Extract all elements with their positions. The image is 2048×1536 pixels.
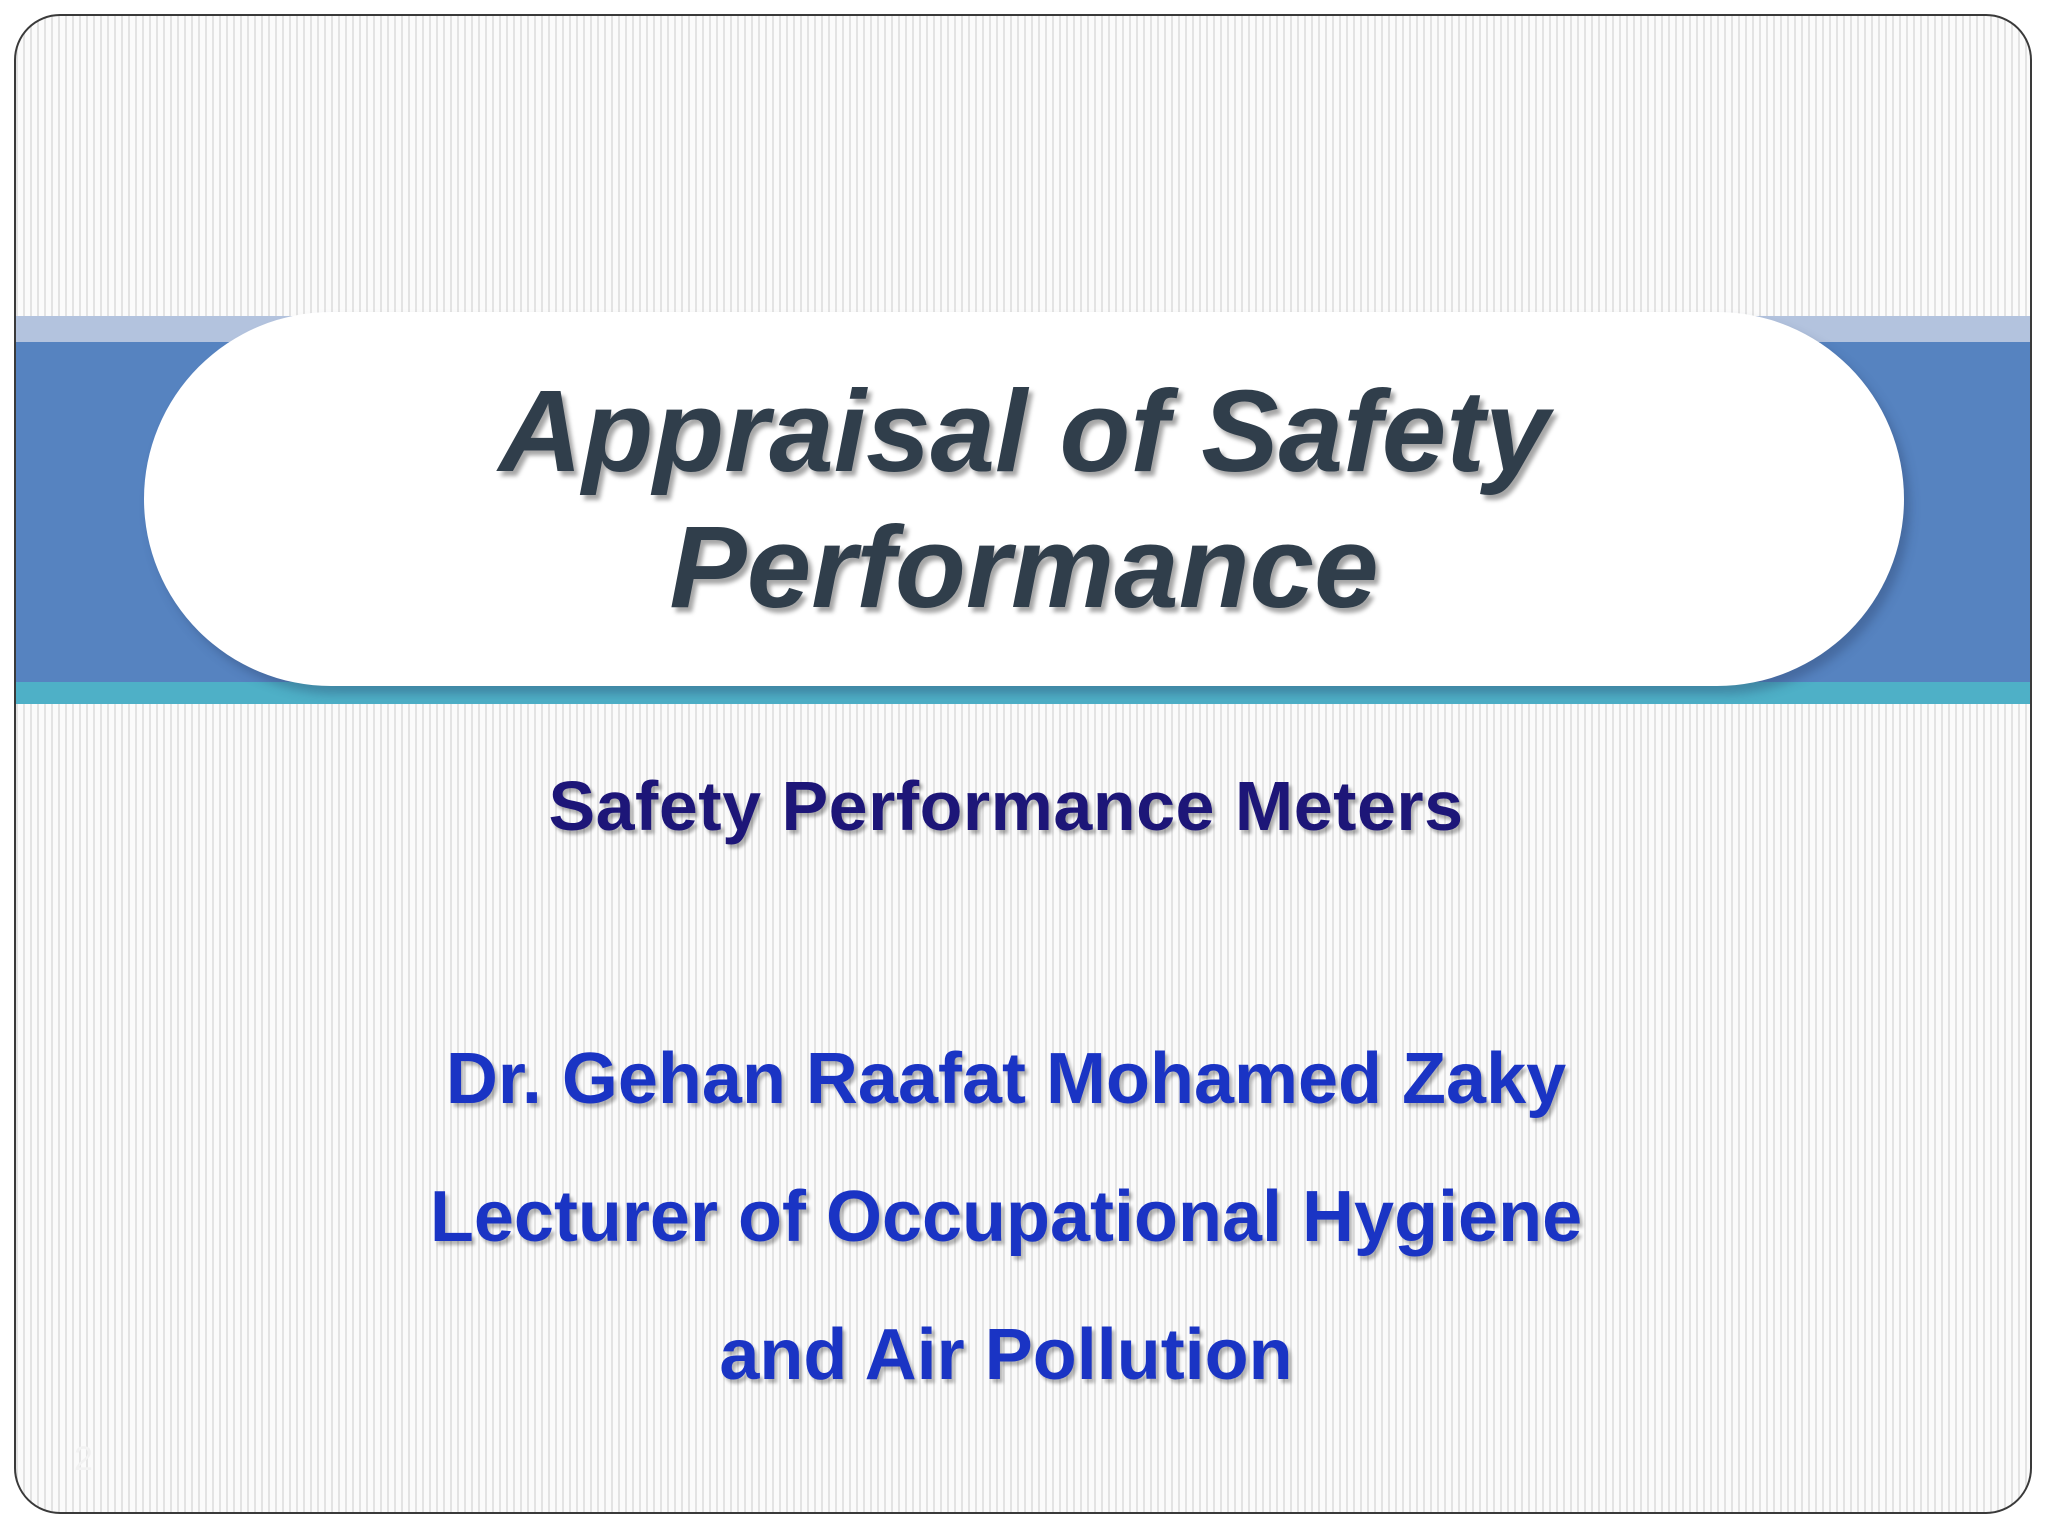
slide-subtitle: Safety Performance Meters [548, 767, 1464, 845]
slide-title [499, 363, 1550, 635]
slide-title-line-2: Performance [669, 502, 1379, 632]
author-position: Lecturer of Occupational Hygiene [429, 1177, 1583, 1257]
slide [14, 14, 2032, 1514]
author-info [16, 1010, 1996, 1424]
slide-number: 2 [74, 1440, 93, 1478]
title-banner [144, 312, 1904, 686]
author-name: Dr. Gehan Raafat Mohamed Zaky [445, 1039, 1567, 1119]
author-department: and Air Pollution [719, 1315, 1293, 1395]
slide-title-line-1: Appraisal of Safety [498, 366, 1550, 496]
